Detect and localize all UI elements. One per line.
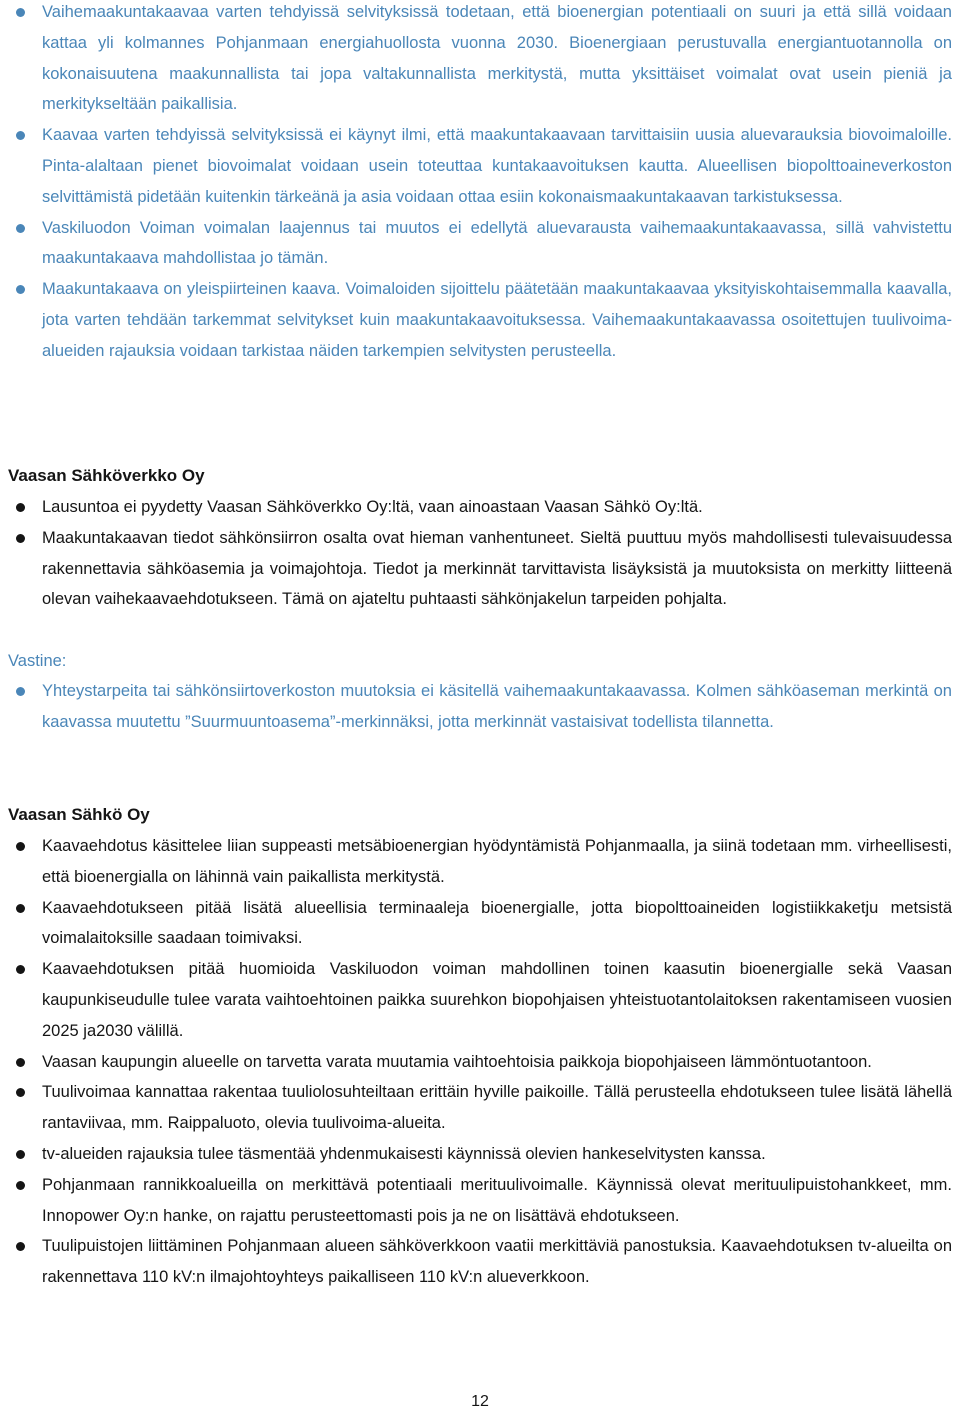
sahko-bullet-list xyxy=(8,831,952,1293)
sahkoverkko-section xyxy=(8,492,952,615)
list-item-text: Kaavaehdotukseen pitää lisätä alueellisia terminaaleja bioenergialle, jotta biopolttoaineiden logistiikkaketju metsistä voimalaitoksille saadaan toimivaksi. xyxy=(42,898,952,948)
bullet-icon xyxy=(16,503,25,512)
bullet-icon xyxy=(16,285,25,294)
bullet-icon xyxy=(16,224,25,233)
list-item xyxy=(8,676,952,738)
list-item xyxy=(8,1231,952,1293)
section-heading-sahkoverkko: Vaasan Sähköverkko Oy xyxy=(8,466,205,485)
list-item-text: tv-alueiden rajauksia tulee täsmentää yhdenmukaisesti käynnissä olevien hankeselvitysten kanssa. xyxy=(42,1144,766,1163)
list-item-text: Kaavaehdotus käsittelee liian suppeasti metsäbioenergian hyödyntämistä Pohjanmaalla, ja siinä todetaan mm. virheellisesti, että bioenergialla on lähinnä vain paikallista merkitystä. xyxy=(42,837,952,886)
bullet-icon xyxy=(16,904,25,913)
intro-section xyxy=(8,0,952,367)
list-item xyxy=(8,274,952,366)
list-item-text: Maakuntakaavan tiedot sähkönsiirron osalta ovat hieman vanhentuneet. Sieltä puuttuu myös mahdollisesti tulevaisuudessa rakennettavia sähköasemia ja voimajohtoja. Tiedot ja merkinnät tarvittavista lisäyksistä ja muutoksista on merkitty liitteenä olevan vaihekaavaehdotukseen. Tämä on ajateltu puhtaasti sähkönjakelun tarpeiden pohjalta. xyxy=(42,528,952,609)
list-item-text: Vaihemaakuntakaavaa varten tehdyissä selvityksissä todetaan, että bioenergian potentiaali on suuri ja että sillä voidaan kattaa yli kolmannes Pohjanmaan energiahuollosta vuonna 2030. Bioenergiaan perustuvalla energiantuotannolla on kokonaisuutena maakunnallista tai jopa valtakunnallista merkitystä, mutta yksittäiset voimalat ovat usein pieniä ja merkitykseltään paikallisia. xyxy=(42,3,952,114)
list-item-text: Vaasan kaupungin alueelle on tarvetta varata muutamia vaihtoehtoisia paikkoja biopohjaiseen lämmöntuotantoon. xyxy=(42,1052,872,1071)
list-item-text: Tuulipuistojen liittäminen Pohjanmaan alueen sähköverkkoon vaatii merkittäviä panostuksia. Kaavaehdotuksen tv-alueilta on rakennettava 110 kV:n ilmajohtoyhteys paikalliseen 110 kV:n alueverkkoon. xyxy=(42,1237,952,1287)
list-item-text: Lausuntoa ei pyydetty Vaasan Sähköverkko Oy:ltä, vaan ainoastaan Vaasan Sähkö Oy:ltä. xyxy=(42,498,703,516)
list-item-text: Maakuntakaava on yleispiirteinen kaava. Voimaloiden sijoittelu päätetään maakuntakaavaa yksityiskohtaisemmalla kaavalla, jota varten tehdään tarkemmat selvitykset kuin maakuntakaavoituksessa. Vaihemaakuntakaavassa osoitettujen tuulivoima-alueiden rajauksia voidaan tarkistaa näiden tarkempien selvitysten perusteella. xyxy=(42,280,952,360)
list-item xyxy=(8,120,952,212)
vastine-label: Vastine: xyxy=(8,652,67,670)
list-item xyxy=(8,492,952,523)
list-item-text: Kaavaa varten tehdyissä selvityksissä ei käynyt ilmi, että maakuntakaavaan tarvittaisiin uusia aluevarauksia biovoimaloille. Pinta-alaltaan pienet biovoimalat voidaan usein toteuttaa kuntakaavoituksen kautta. Alueellisen biopolttoaineverkoston selvittämistä pidetään kuitenkin tärkeänä ja asia voidaan ottaa esiin kokonaismaakuntakaavan tarkistuksessa. xyxy=(42,126,952,206)
bullet-icon xyxy=(16,8,25,17)
intro-bullet-list xyxy=(8,0,952,367)
bullet-icon xyxy=(16,842,25,851)
list-item xyxy=(8,893,952,955)
list-item xyxy=(8,1047,952,1078)
vastine-section xyxy=(8,676,952,738)
list-item xyxy=(8,1170,952,1232)
list-item-text: Pohjanmaan rannikkoalueilla on merkittävä potentiaali merituulivoimalle. Käynnissä olevat merituulipuistohankkeet, mm. Innopower Oy:n hanke, on rajattu perusteettomasti pois ja ne on lisättävä ehdotukseen. xyxy=(42,1175,952,1225)
bullet-icon xyxy=(16,1088,25,1097)
sahkoverkko-bullet-list xyxy=(8,492,952,615)
bullet-icon xyxy=(16,1058,25,1067)
bullet-icon xyxy=(16,687,25,696)
bullet-icon xyxy=(16,1181,25,1190)
list-item-text: Kaavaehdotuksen pitää huomioida Vaskiluodon voiman mahdollinen toinen kaasutin bioenergialle sekä Vaasan kaupunkiseudulle tulee varata vaihtoehtoinen paikka suurehkon biopohjaisen yhteistuotantolaitoksen rakentamiseen vuosien 2025 ja2030 välillä. xyxy=(42,960,952,1040)
bullet-icon xyxy=(16,1150,25,1159)
bullet-icon xyxy=(16,131,25,140)
list-item xyxy=(8,1077,952,1139)
list-item xyxy=(8,831,952,893)
bullet-icon xyxy=(16,1242,25,1251)
sahko-section xyxy=(8,831,952,1293)
list-item xyxy=(8,954,952,1046)
list-item xyxy=(8,213,952,275)
list-item-text: Tuulivoimaa kannattaa rakentaa tuuliolosuhteiltaan erittäin hyville paikoille. Tällä perusteella ehdotukseen tulee lisätä lähellä rantaviivaa, mm. Raippaluoto, olevia tuulivoima-alueita. xyxy=(42,1083,952,1133)
bullet-icon xyxy=(16,534,25,543)
page-number: 12 xyxy=(471,1393,489,1410)
section-heading-sahko: Vaasan Sähkö Oy xyxy=(8,805,150,824)
list-item xyxy=(8,523,952,615)
list-item xyxy=(8,0,952,120)
list-item xyxy=(8,1139,952,1170)
bullet-icon xyxy=(16,965,25,974)
vastine-bullet-list xyxy=(8,676,952,738)
list-item-text: Vaskiluodon Voiman voimalan laajennus tai muutos ei edellytä aluevarausta vaihemaakuntakaavassa, sillä vahvistettu maakuntakaava mahdollistaa jo tämän. xyxy=(42,218,952,268)
list-item-text: Yhteystarpeita tai sähkönsiirtoverkoston muutoksia ei käsitellä vaihemaakuntakaavassa. Kolmen sähköaseman merkintä on kaavassa muutettu ”Suurmuuntoasema”-merkinnäksi, jotta merkinnät vastaisivat todellista tilannetta. xyxy=(42,682,952,731)
